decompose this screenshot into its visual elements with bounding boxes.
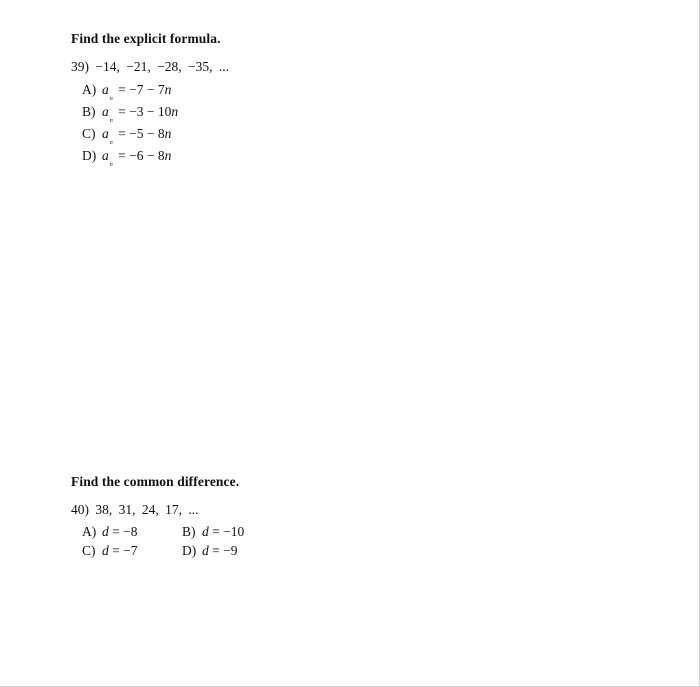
section1-heading: Find the explicit formula. — [71, 31, 221, 46]
choice-n: n — [171, 104, 179, 119]
choice-40-c[interactable] — [82, 543, 137, 559]
choice-letter: B) — [82, 104, 96, 119]
choice-letter: D) — [182, 543, 197, 558]
choice-expression: = −6 − 8 — [114, 148, 165, 163]
choice-subscript: n — [109, 140, 113, 146]
choice-expression: = −5 − 8 — [114, 126, 165, 141]
choice-40-b[interactable] — [182, 524, 244, 540]
choice-variable: a — [102, 82, 109, 97]
choice-39-d[interactable] — [82, 148, 172, 168]
choice-39-a[interactable] — [82, 82, 172, 102]
choice-expression: = −9 — [208, 543, 238, 558]
question-40-sequence: 38, 31, 24, 17, ... — [95, 502, 199, 517]
question-40 — [71, 502, 199, 518]
choice-expression: = −7 — [108, 543, 138, 558]
choice-variable: d — [102, 524, 109, 539]
section2-heading: Find the common difference. — [71, 474, 240, 489]
choice-n: n — [164, 148, 172, 163]
choice-40-a[interactable] — [82, 524, 137, 540]
choice-39-b[interactable] — [82, 104, 179, 124]
choice-letter: A) — [82, 524, 97, 539]
choice-variable: a — [102, 148, 109, 163]
choice-variable: d — [202, 543, 209, 558]
choice-letter: D) — [82, 148, 97, 163]
question-39-number: 39) — [71, 59, 89, 74]
choice-n: n — [164, 126, 172, 141]
choice-expression: = −7 − 7 — [114, 82, 165, 97]
choice-variable: a — [102, 104, 109, 119]
choice-n: n — [164, 82, 172, 97]
choice-subscript: n — [109, 118, 113, 124]
choice-expression: = −3 − 10 — [114, 104, 172, 119]
choice-expression: = −8 — [108, 524, 138, 539]
choice-variable: d — [102, 543, 109, 558]
choice-letter: B) — [182, 524, 196, 539]
choice-subscript: n — [109, 162, 113, 168]
question-39 — [71, 59, 229, 75]
choice-variable: d — [202, 524, 209, 539]
question-39-sequence: −14, −21, −28, −35, ... — [95, 59, 229, 74]
choice-variable: a — [102, 126, 109, 141]
choice-subscript: n — [109, 96, 113, 102]
choice-letter: C) — [82, 126, 96, 141]
choice-letter: C) — [82, 543, 96, 558]
question-40-number: 40) — [71, 502, 89, 517]
choice-letter: A) — [82, 82, 97, 97]
choice-40-d[interactable] — [182, 543, 237, 559]
choice-expression: = −10 — [208, 524, 245, 539]
choice-39-c[interactable] — [82, 126, 172, 146]
